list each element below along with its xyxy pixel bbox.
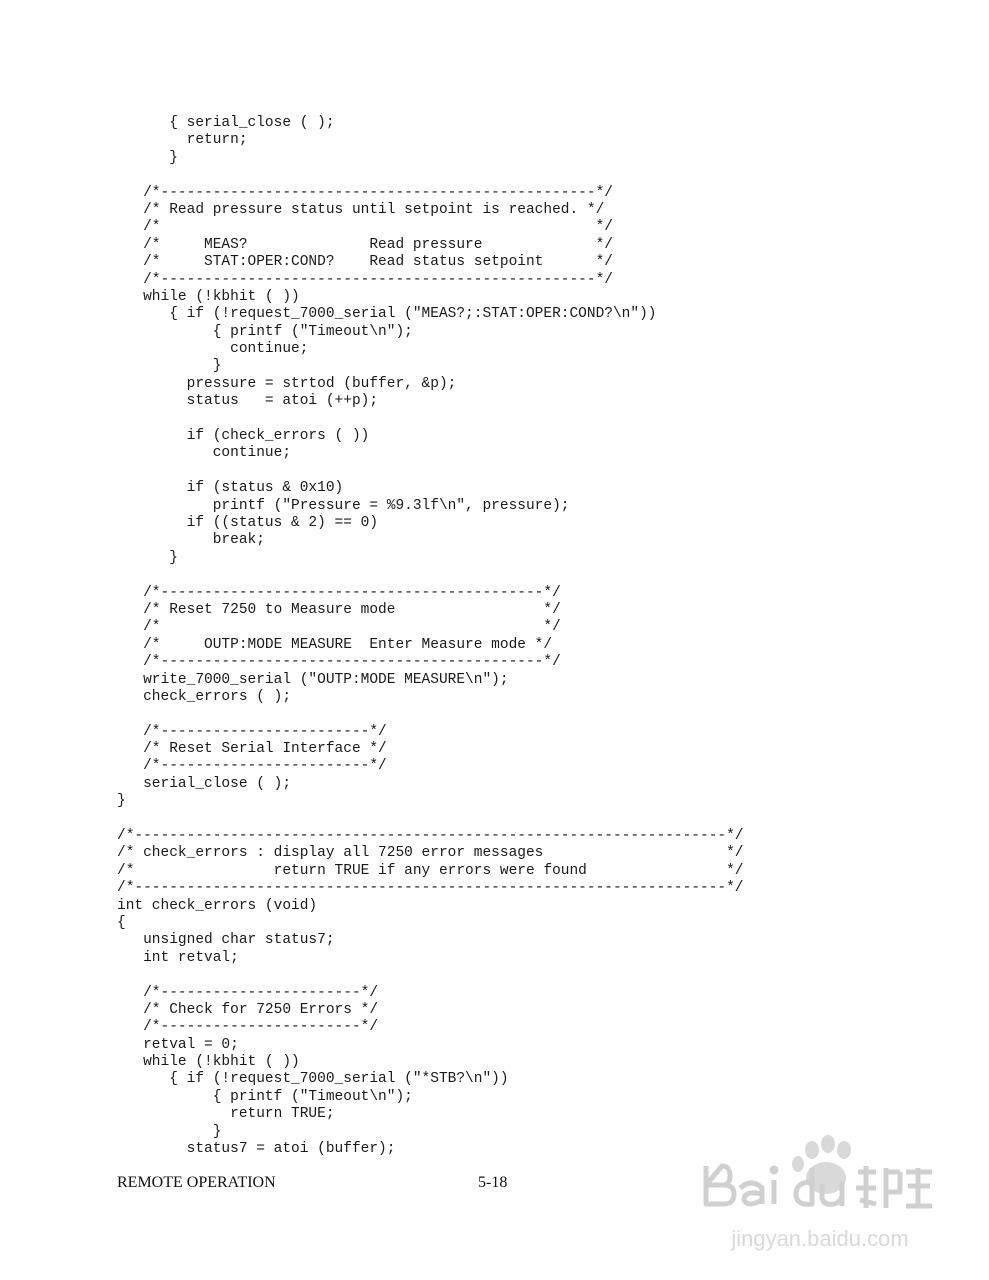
code-line: pressure = strtod (buffer, &p); [117,375,457,392]
code-line: check_errors ( ); [117,688,292,705]
code-line: { printf ("Timeout\n"); [117,1088,413,1105]
code-line [117,463,744,480]
code-line: int check_errors (void) [117,897,318,914]
code-line: /* Check for 7250 Errors */ [117,1001,379,1018]
code-line: printf ("Pressure = %9.3lf\n", pressure); [117,497,570,514]
code-line: /* Read pressure status until setpoint is reached. */ [117,201,605,218]
code-line: /* check_errors : display all 7250 error messages */ [117,845,744,862]
footer-section-title: REMOTE OPERATION [117,1174,276,1191]
code-line: serial_close ( ); [117,775,292,792]
baidu-jingyan-watermark-logo [700,1128,940,1258]
code-line: } [117,358,222,375]
code-line [117,967,744,984]
code-line [117,567,744,584]
code-line: write_7000_serial ("OUTP:MODE MEASURE\n"); [117,671,509,688]
code-line: /*--------------------------------------------------------------------*/ [117,880,744,897]
code-line [117,811,744,828]
code-line: { [117,914,126,931]
code-line: while (!kbhit ( )) [117,288,300,305]
code-line: { serial_close ( ); [117,115,335,131]
code-line: /* return TRUE if any errors were found */ [117,862,744,879]
code-line: { if (!request_7000_serial ("MEAS?;:STAT:OPER:COND?\n")) [117,306,657,323]
code-line: retval = 0; [117,1036,239,1053]
code-line: unsigned char status7; [117,932,335,949]
code-line: status7 = atoi (buffer); [117,1141,396,1158]
code-line: /*--------------------------------------------*/ [117,654,561,671]
code-line [117,706,744,723]
code-line: } [117,1123,222,1140]
code-line: /*------------------------*/ [117,723,387,740]
code-line: { if (!request_7000_serial ("*STB?\n")) [117,1071,509,1088]
code-line: status = atoi (++p); [117,393,379,410]
code-line: /*--------------------------------------------------*/ [117,184,613,201]
code-line: /*------------------------*/ [117,758,387,775]
code-line: /*--------------------------------------------*/ [117,584,561,601]
code-line: return; [117,132,248,149]
code-line: } [117,149,178,166]
code-line: /* STAT:OPER:COND? Read status setpoint */ [117,254,613,271]
footer-page-number: 5-18 [478,1174,508,1191]
code-line: return TRUE; [117,1106,335,1123]
code-line: /* Reset 7250 to Measure mode */ [117,601,561,618]
code-line: { printf ("Timeout\n"); [117,323,413,340]
code-line: /*--------------------------------------------------------------------*/ [117,828,744,845]
code-line: /* */ [117,219,613,236]
code-listing [117,115,744,1158]
code-line: /* */ [117,619,561,636]
code-line: if (check_errors ( )) [117,428,370,445]
code-line: } [117,793,126,810]
code-line: /*--------------------------------------------------*/ [117,271,613,288]
code-line: break; [117,532,265,549]
svg-text:jingyan.baidu.com: jingyan.baidu.com [731,1226,909,1251]
code-line: /* OUTP:MODE MEASURE Enter Measure mode */ [117,636,553,653]
code-line: while (!kbhit ( )) [117,1054,300,1071]
code-line: } [117,549,178,566]
code-line: /* MEAS? Read pressure */ [117,236,613,253]
code-line [117,167,744,184]
code-line: int retval; [117,949,239,966]
code-line: /*-----------------------*/ [117,984,379,1001]
code-line: if (status & 0x10) [117,480,344,497]
code-line: /*-----------------------*/ [117,1019,379,1036]
code-line: continue; [117,341,309,358]
code-line: /* Reset Serial Interface */ [117,741,387,758]
code-line: continue; [117,445,292,462]
code-line: if ((status & 2) == 0) [117,514,379,531]
code-line [117,411,744,428]
